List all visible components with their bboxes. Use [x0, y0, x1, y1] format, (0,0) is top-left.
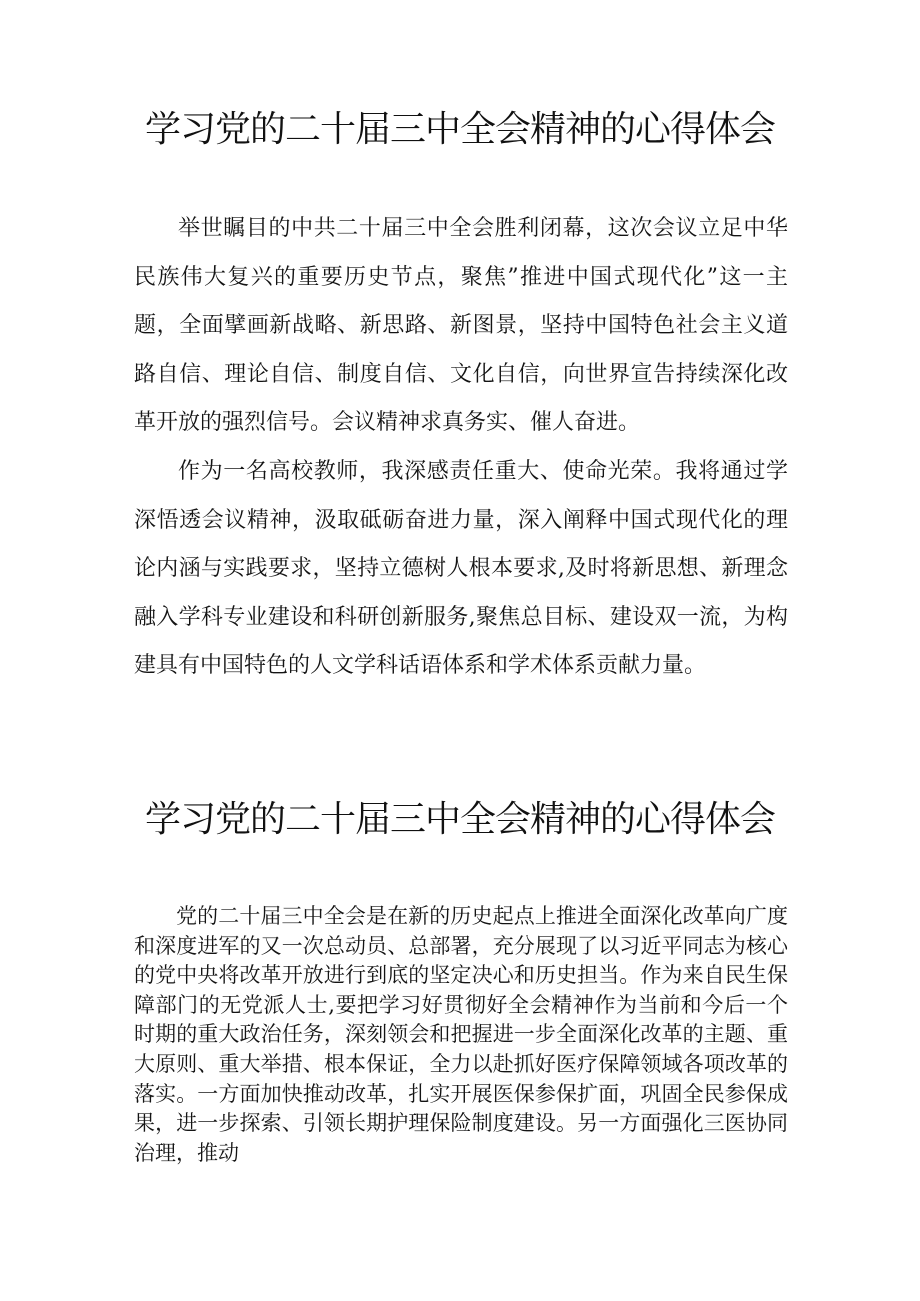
section-2-title: 学习党的二十届三中全会精神的心得体会: [144, 799, 775, 840]
section-1-paragraph-2: 作为一名高校教师，我深感责任重大、使命光荣。我将通过学深悟透会议精神，汲取砥砺奋进力量，深入阐释中国式现代化的理论内涵与实践要求，坚持立德树人根本要求,及时将新思想、新理念融入学科专业建设和科研创新服务,聚焦总目标、建设双一流，为构建具有中国特色的人文学科话语体系和学术体系贡献力量。: [134, 458, 788, 679]
section-2-body: [134, 902, 788, 1168]
section-1-body: [134, 205, 788, 691]
section-2-paragraph-1: 党的二十届三中全会是在新的历史起点上推进全面深化改革向广度和深度进军的又一次总动员、总部署，充分展现了以习近平同志为核心的党中央将改革开放进行到底的坚定决心和历史担当。作为来自民生保障部门的无党派人士,要把学习好贯彻好全会精神作为当前和今后一个时期的重大政治任务，深刻领会和把握进一步全面深化改革的主题、重大原则、重大举措、根本保证，全力以赴抓好医疗保障领域各项改革的落实。一方面加快推动改革，扎实开展医保参保扩面，巩固全民参保成果，进一步探索、引领长期护理保险制度建设。另一方面强化三医协同治理，推动: [134, 904, 788, 1165]
section-1-title: 学习党的二十届三中全会精神的心得体会: [144, 109, 775, 150]
section-1-paragraph-1: 举世瞩目的中共二十届三中全会胜利闭幕，这次会议立足中华民族伟大复兴的重要历史节点，聚焦”推进中国式现代化”这一主题，全面擘画新战略、新思路、新图景，坚持中国特色社会主义道路自信、理论自信、制度自信、文化自信，向世界宣告持续深化改革开放的强烈信号。会议精神求真务实、催人奋进。: [134, 216, 788, 436]
